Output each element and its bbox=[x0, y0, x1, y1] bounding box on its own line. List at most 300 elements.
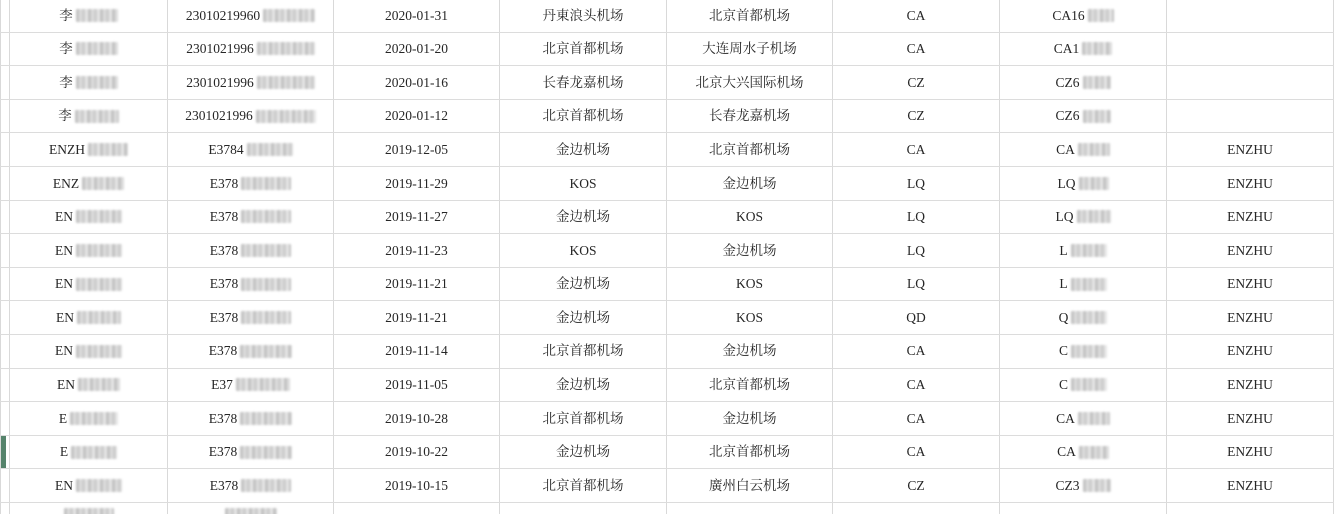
cell-text: CA bbox=[906, 444, 926, 460]
cell-text: EN bbox=[55, 477, 73, 493]
redacted-blur-block bbox=[1071, 278, 1107, 291]
cell-airline-code[interactable] bbox=[833, 436, 1000, 469]
redacted-blur-block bbox=[241, 479, 291, 492]
cell-arrival-airport[interactable] bbox=[667, 167, 833, 200]
redacted-blur-block bbox=[240, 446, 292, 459]
cell-text: 金边机场 bbox=[722, 343, 777, 359]
cell-passenger-name[interactable] bbox=[10, 201, 168, 234]
cell-text: E378 bbox=[208, 410, 238, 426]
table-row bbox=[0, 33, 1334, 67]
cell-text: 2020-01-16 bbox=[385, 74, 448, 90]
cell-text: E378 bbox=[209, 477, 239, 493]
cell-text: 2301021996 bbox=[186, 74, 254, 90]
cell-text: CZ bbox=[907, 74, 925, 90]
cell-document-number[interactable] bbox=[168, 503, 334, 514]
cell-text: 2020-01-20 bbox=[385, 41, 448, 57]
cell-airline-code[interactable] bbox=[833, 133, 1000, 166]
cell-passenger-name[interactable] bbox=[10, 469, 168, 502]
cell-document-number[interactable] bbox=[168, 469, 334, 502]
cell-document-number[interactable] bbox=[168, 0, 334, 32]
cell-passenger-name[interactable] bbox=[10, 301, 168, 334]
cell-account-name[interactable] bbox=[1167, 201, 1334, 234]
redacted-blur-block bbox=[263, 9, 315, 22]
cell-text: KOS bbox=[735, 209, 763, 225]
cell-document-number[interactable] bbox=[168, 167, 334, 200]
row-stub-cell[interactable] bbox=[0, 0, 10, 32]
cell-text: EN bbox=[55, 209, 73, 225]
cell-text: ENZHU bbox=[1227, 477, 1273, 493]
cell-text: Q bbox=[1058, 309, 1069, 325]
cell-text: 2019-11-14 bbox=[385, 343, 448, 359]
cell-flight-date[interactable] bbox=[334, 66, 500, 99]
cell-airline-code[interactable] bbox=[833, 167, 1000, 200]
cell-passenger-name[interactable] bbox=[10, 436, 168, 469]
redacted-blur-block bbox=[225, 508, 277, 514]
cell-text: 长春龙嘉机场 bbox=[542, 74, 624, 90]
redacted-blur-block bbox=[88, 143, 128, 156]
cell-text: ENZHU bbox=[1227, 209, 1273, 225]
redacted-blur-block bbox=[257, 76, 315, 89]
cell-document-number[interactable] bbox=[168, 234, 334, 267]
table-row bbox=[0, 335, 1334, 369]
cell-text: ENZHU bbox=[1227, 343, 1273, 359]
cell-text: 金边机场 bbox=[556, 276, 610, 292]
cell-text: E378 bbox=[209, 242, 239, 258]
cell-text: LQ bbox=[1055, 209, 1074, 225]
cell-flight-date[interactable] bbox=[334, 167, 500, 200]
cell-text: CA bbox=[906, 410, 926, 426]
cell-departure-airport[interactable] bbox=[500, 33, 667, 66]
cell-text: 廣州白云机场 bbox=[709, 477, 790, 493]
row-stub-cell[interactable] bbox=[0, 503, 10, 514]
cell-flight-number[interactable] bbox=[1000, 234, 1167, 267]
cell-flight-date[interactable] bbox=[334, 369, 500, 402]
cell-account-name[interactable] bbox=[1167, 503, 1334, 514]
cell-departure-airport[interactable] bbox=[500, 301, 667, 334]
cell-arrival-airport[interactable] bbox=[667, 503, 833, 514]
redacted-blur-block bbox=[1071, 311, 1107, 324]
redacted-blur-block bbox=[1071, 378, 1107, 391]
cell-text: CA1 bbox=[1053, 41, 1080, 57]
redacted-blur-block bbox=[77, 311, 121, 324]
cell-text: 金边机场 bbox=[556, 377, 610, 393]
cell-flight-date[interactable] bbox=[334, 0, 500, 32]
cell-airline-code[interactable] bbox=[833, 335, 1000, 368]
cell-text: 金边机场 bbox=[722, 410, 777, 426]
cell-text: E378 bbox=[208, 343, 238, 359]
cell-flight-date[interactable] bbox=[334, 133, 500, 166]
cell-text: 金边机场 bbox=[556, 209, 610, 225]
redacted-blur-block bbox=[1083, 479, 1111, 492]
cell-text: 北京首都机场 bbox=[709, 7, 790, 23]
cell-text: ENZHU bbox=[1227, 141, 1273, 157]
cell-text: 2019-11-21 bbox=[385, 309, 448, 325]
cell-account-name[interactable] bbox=[1167, 66, 1334, 99]
cell-text: 2020-01-12 bbox=[385, 108, 448, 124]
cell-departure-airport[interactable] bbox=[500, 0, 667, 32]
cell-text: C bbox=[1058, 343, 1068, 359]
cell-text: ENZHU bbox=[1227, 309, 1273, 325]
cell-departure-airport[interactable] bbox=[500, 469, 667, 502]
cell-departure-airport[interactable] bbox=[500, 100, 667, 133]
cell-arrival-airport[interactable] bbox=[667, 133, 833, 166]
redacted-blur-block bbox=[257, 42, 315, 55]
redacted-blur-block bbox=[236, 378, 290, 391]
redacted-blur-block bbox=[1077, 210, 1111, 223]
row-stub-cell[interactable] bbox=[0, 335, 10, 368]
cell-text: 2019-11-27 bbox=[385, 209, 448, 225]
cell-airline-code[interactable] bbox=[833, 100, 1000, 133]
cell-flight-number[interactable] bbox=[1000, 133, 1167, 166]
row-stub-cell[interactable] bbox=[0, 301, 10, 334]
cell-text: 北京首都机场 bbox=[542, 343, 624, 359]
cell-account-name[interactable] bbox=[1167, 335, 1334, 368]
cell-airline-code[interactable] bbox=[833, 33, 1000, 66]
cell-text: 金边机场 bbox=[722, 175, 777, 191]
cell-text: CA bbox=[906, 41, 926, 57]
cell-text: 23010219960 bbox=[185, 7, 261, 23]
cell-text: 金边机场 bbox=[556, 309, 610, 325]
cell-text: E bbox=[58, 410, 68, 426]
cell-document-number[interactable] bbox=[168, 369, 334, 402]
cell-text: LQ bbox=[907, 209, 925, 225]
cell-airline-code[interactable] bbox=[833, 301, 1000, 334]
cell-text: E3784 bbox=[208, 141, 244, 157]
cell-flight-date[interactable] bbox=[334, 100, 500, 133]
redacted-blur-block bbox=[256, 110, 316, 123]
cell-airline-code[interactable] bbox=[833, 469, 1000, 502]
row-stub-cell[interactable] bbox=[0, 234, 10, 267]
row-stub-cell[interactable] bbox=[0, 369, 10, 402]
cell-flight-number[interactable] bbox=[1000, 167, 1167, 200]
cell-departure-airport[interactable] bbox=[500, 335, 667, 368]
cell-flight-date[interactable] bbox=[334, 268, 500, 301]
redacted-blur-block bbox=[241, 210, 291, 223]
cell-text: E378 bbox=[209, 276, 239, 292]
row-stub-cell[interactable] bbox=[0, 100, 10, 133]
row-stub-cell[interactable] bbox=[0, 33, 10, 66]
redacted-blur-block bbox=[1088, 9, 1114, 22]
cell-text: EN bbox=[55, 276, 73, 292]
cell-text: ENZHU bbox=[1227, 377, 1273, 393]
cell-flight-number[interactable] bbox=[1000, 436, 1167, 469]
row-stub-cell[interactable] bbox=[0, 268, 10, 301]
cell-account-name[interactable] bbox=[1167, 133, 1334, 166]
cell-flight-date[interactable] bbox=[334, 33, 500, 66]
redacted-blur-block bbox=[75, 110, 119, 123]
redacted-blur-block bbox=[78, 378, 120, 391]
redacted-blur-block bbox=[70, 412, 118, 425]
table-row bbox=[0, 402, 1334, 436]
table-row bbox=[0, 301, 1334, 335]
row-stub-cell[interactable] bbox=[0, 167, 10, 200]
redacted-blur-block bbox=[1082, 42, 1112, 55]
cell-airline-code[interactable] bbox=[833, 268, 1000, 301]
cell-departure-airport[interactable] bbox=[500, 234, 667, 267]
cell-departure-airport[interactable] bbox=[500, 66, 667, 99]
cell-text: 李 bbox=[59, 41, 73, 57]
cell-flight-number[interactable] bbox=[1000, 469, 1167, 502]
row-stub-cell[interactable] bbox=[0, 402, 10, 435]
cell-text: 2019-10-28 bbox=[385, 410, 448, 426]
cell-account-name[interactable] bbox=[1167, 33, 1334, 66]
redacted-blur-block bbox=[1083, 110, 1111, 123]
cell-text: 2020-01-31 bbox=[385, 7, 448, 23]
cell-document-number[interactable] bbox=[168, 133, 334, 166]
cell-text: E378 bbox=[209, 309, 239, 325]
redacted-blur-block bbox=[76, 9, 118, 22]
cell-passenger-name[interactable] bbox=[10, 167, 168, 200]
cell-text: 北京首都机场 bbox=[542, 41, 624, 57]
redacted-blur-block bbox=[76, 244, 122, 257]
cell-document-number[interactable] bbox=[168, 301, 334, 334]
cell-text: LQ bbox=[1057, 175, 1076, 191]
cell-arrival-airport[interactable] bbox=[667, 268, 833, 301]
cell-document-number[interactable] bbox=[168, 100, 334, 133]
redacted-blur-block bbox=[247, 143, 293, 156]
cell-passenger-name[interactable] bbox=[10, 66, 168, 99]
cell-text: 李 bbox=[58, 108, 72, 124]
cell-text: CA16 bbox=[1052, 7, 1085, 23]
cell-flight-number[interactable] bbox=[1000, 268, 1167, 301]
table-row bbox=[0, 133, 1334, 167]
cell-flight-date[interactable] bbox=[334, 335, 500, 368]
cell-text: EN bbox=[55, 343, 73, 359]
cell-text: ENZHU bbox=[1227, 444, 1273, 460]
cell-text: 李 bbox=[59, 7, 73, 23]
cell-passenger-name[interactable] bbox=[10, 133, 168, 166]
cell-flight-date[interactable] bbox=[334, 402, 500, 435]
cell-text: 北京首都机场 bbox=[542, 410, 624, 426]
cell-text: 长春龙嘉机场 bbox=[709, 108, 790, 124]
cell-document-number[interactable] bbox=[168, 66, 334, 99]
cell-document-number[interactable] bbox=[168, 402, 334, 435]
cell-airline-code[interactable] bbox=[833, 66, 1000, 99]
cell-departure-airport[interactable] bbox=[500, 503, 667, 514]
redacted-blur-block bbox=[76, 278, 122, 291]
table-row bbox=[0, 234, 1334, 268]
cell-flight-date[interactable] bbox=[334, 201, 500, 234]
table-row bbox=[0, 503, 1334, 514]
cell-text: 北京首都机场 bbox=[709, 377, 790, 393]
cell-airline-code[interactable] bbox=[833, 503, 1000, 514]
cell-text: CA bbox=[906, 343, 926, 359]
cell-flight-number[interactable] bbox=[1000, 100, 1167, 133]
redacted-blur-block bbox=[241, 177, 291, 190]
table-row bbox=[0, 369, 1334, 403]
cell-text: 2019-12-05 bbox=[385, 141, 448, 157]
redacted-blur-block bbox=[1078, 143, 1110, 156]
cell-flight-date[interactable] bbox=[334, 301, 500, 334]
cell-text: L bbox=[1059, 276, 1068, 292]
cell-text: CZ6 bbox=[1055, 74, 1080, 90]
cell-passenger-name[interactable] bbox=[10, 369, 168, 402]
cell-account-name[interactable] bbox=[1167, 436, 1334, 469]
cell-arrival-airport[interactable] bbox=[667, 33, 833, 66]
cell-departure-airport[interactable] bbox=[500, 402, 667, 435]
cell-flight-number[interactable] bbox=[1000, 201, 1167, 234]
row-stub-cell[interactable] bbox=[0, 201, 10, 234]
redacted-blur-block bbox=[76, 345, 122, 358]
cell-text: KOS bbox=[735, 276, 763, 292]
cell-passenger-name[interactable] bbox=[10, 33, 168, 66]
cell-text: CA bbox=[906, 141, 926, 157]
table-row bbox=[0, 100, 1334, 134]
cell-text: 2019-11-05 bbox=[385, 377, 448, 393]
cell-text: 北京首都机场 bbox=[542, 477, 624, 493]
cell-text: 丹東浪头机场 bbox=[542, 7, 624, 23]
cell-text: 北京首都机场 bbox=[709, 141, 790, 157]
cell-text: CZ3 bbox=[1055, 477, 1080, 493]
cell-text: LQ bbox=[907, 175, 925, 191]
cell-text: CA bbox=[906, 7, 926, 23]
cell-arrival-airport[interactable] bbox=[667, 369, 833, 402]
cell-passenger-name[interactable] bbox=[10, 335, 168, 368]
cell-text: 2019-10-22 bbox=[385, 444, 448, 460]
cell-passenger-name[interactable] bbox=[10, 100, 168, 133]
cell-text: 金边机场 bbox=[556, 444, 610, 460]
cell-arrival-airport[interactable] bbox=[667, 335, 833, 368]
row-stub-cell[interactable] bbox=[0, 469, 10, 502]
cell-text: 大连周水子机场 bbox=[702, 41, 797, 57]
cell-account-name[interactable] bbox=[1167, 100, 1334, 133]
redacted-blur-block bbox=[241, 244, 291, 257]
cell-text: ENZHU bbox=[1227, 276, 1273, 292]
cell-account-name[interactable] bbox=[1167, 0, 1334, 32]
redacted-blur-block bbox=[240, 345, 292, 358]
redacted-blur-block bbox=[1078, 412, 1110, 425]
cell-text: 北京首都机场 bbox=[709, 444, 790, 460]
cell-airline-code[interactable] bbox=[833, 369, 1000, 402]
cell-departure-airport[interactable] bbox=[500, 369, 667, 402]
cell-airline-code[interactable] bbox=[833, 234, 1000, 267]
cell-arrival-airport[interactable] bbox=[667, 0, 833, 32]
row-stub-cell[interactable] bbox=[0, 133, 10, 166]
cell-departure-airport[interactable] bbox=[500, 268, 667, 301]
cell-flight-number[interactable] bbox=[1000, 335, 1167, 368]
table-row bbox=[0, 167, 1334, 201]
cell-flight-number[interactable] bbox=[1000, 301, 1167, 334]
cell-text: EN bbox=[55, 242, 73, 258]
cell-document-number[interactable] bbox=[168, 201, 334, 234]
cell-text: C bbox=[1058, 377, 1068, 393]
cell-airline-code[interactable] bbox=[833, 0, 1000, 32]
cell-arrival-airport[interactable] bbox=[667, 301, 833, 334]
cell-text: CA bbox=[1056, 141, 1075, 157]
redacted-blur-block bbox=[1071, 345, 1107, 358]
cell-text: CZ6 bbox=[1055, 108, 1080, 124]
cell-flight-date[interactable] bbox=[334, 469, 500, 502]
cell-flight-number[interactable] bbox=[1000, 66, 1167, 99]
cell-text: QD bbox=[906, 309, 926, 325]
cell-arrival-airport[interactable] bbox=[667, 201, 833, 234]
redacted-blur-block bbox=[240, 412, 292, 425]
cell-text: 2301021996 bbox=[186, 41, 254, 57]
redacted-blur-block bbox=[64, 508, 114, 514]
cell-text: 北京大兴国际机场 bbox=[695, 74, 804, 90]
cell-text: CA bbox=[1057, 444, 1076, 460]
cell-text: ENZHU bbox=[1227, 410, 1273, 426]
cell-text: E bbox=[59, 444, 69, 460]
cell-flight-number[interactable] bbox=[1000, 369, 1167, 402]
cell-text: E378 bbox=[209, 175, 239, 191]
cell-account-name[interactable] bbox=[1167, 268, 1334, 301]
cell-flight-date[interactable] bbox=[334, 234, 500, 267]
cell-passenger-name[interactable] bbox=[10, 268, 168, 301]
cell-arrival-airport[interactable] bbox=[667, 234, 833, 267]
cell-departure-airport[interactable] bbox=[500, 133, 667, 166]
cell-arrival-airport[interactable] bbox=[667, 66, 833, 99]
cell-arrival-airport[interactable] bbox=[667, 436, 833, 469]
cell-text: 2019-10-15 bbox=[385, 477, 448, 493]
cell-text: 2019-11-29 bbox=[385, 175, 448, 191]
redacted-blur-block bbox=[1083, 76, 1111, 89]
cell-flight-number[interactable] bbox=[1000, 503, 1167, 514]
cell-departure-airport[interactable] bbox=[500, 167, 667, 200]
cell-flight-number[interactable] bbox=[1000, 402, 1167, 435]
cell-arrival-airport[interactable] bbox=[667, 402, 833, 435]
cell-document-number[interactable] bbox=[168, 268, 334, 301]
cell-account-name[interactable] bbox=[1167, 402, 1334, 435]
table-row bbox=[0, 469, 1334, 503]
cell-text: 金边机场 bbox=[556, 141, 610, 157]
cell-document-number[interactable] bbox=[168, 335, 334, 368]
redacted-blur-block bbox=[1079, 177, 1109, 190]
cell-account-name[interactable] bbox=[1167, 301, 1334, 334]
cell-departure-airport[interactable] bbox=[500, 201, 667, 234]
cell-text: CZ bbox=[907, 108, 925, 124]
cell-airline-code[interactable] bbox=[833, 402, 1000, 435]
cell-text: L bbox=[1059, 242, 1068, 258]
cell-departure-airport[interactable] bbox=[500, 436, 667, 469]
cell-passenger-name[interactable] bbox=[10, 234, 168, 267]
cell-account-name[interactable] bbox=[1167, 234, 1334, 267]
cell-text: E378 bbox=[208, 444, 238, 460]
cell-passenger-name[interactable] bbox=[10, 402, 168, 435]
cell-flight-number[interactable] bbox=[1000, 0, 1167, 32]
redacted-blur-block bbox=[241, 311, 291, 324]
redacted-blur-block bbox=[76, 76, 118, 89]
cell-passenger-name[interactable] bbox=[10, 503, 168, 514]
table-row bbox=[0, 0, 1334, 33]
cell-text: CA bbox=[1056, 410, 1075, 426]
cell-account-name[interactable] bbox=[1167, 369, 1334, 402]
cell-text: ENZHU bbox=[1227, 175, 1273, 191]
cell-flight-date[interactable] bbox=[334, 436, 500, 469]
cell-text: LQ bbox=[907, 242, 925, 258]
cell-arrival-airport[interactable] bbox=[667, 100, 833, 133]
cell-flight-number[interactable] bbox=[1000, 33, 1167, 66]
cell-document-number[interactable] bbox=[168, 33, 334, 66]
cell-text: CZ bbox=[907, 477, 925, 493]
cell-text: 2301021996 bbox=[185, 108, 253, 124]
row-selection-marker[interactable] bbox=[0, 436, 10, 469]
cell-text: 2019-11-23 bbox=[385, 242, 448, 258]
cell-arrival-airport[interactable] bbox=[667, 469, 833, 502]
cell-airline-code[interactable] bbox=[833, 201, 1000, 234]
redacted-blur-block bbox=[71, 446, 117, 459]
redacted-blur-block bbox=[1071, 244, 1107, 257]
cell-account-name[interactable] bbox=[1167, 469, 1334, 502]
cell-document-number[interactable] bbox=[168, 436, 334, 469]
cell-text: EN bbox=[56, 309, 74, 325]
cell-account-name[interactable] bbox=[1167, 167, 1334, 200]
row-stub-cell[interactable] bbox=[0, 66, 10, 99]
cell-passenger-name[interactable] bbox=[10, 0, 168, 32]
redacted-blur-block bbox=[82, 177, 124, 190]
redacted-blur-block bbox=[76, 42, 118, 55]
cell-flight-date[interactable] bbox=[334, 503, 500, 514]
